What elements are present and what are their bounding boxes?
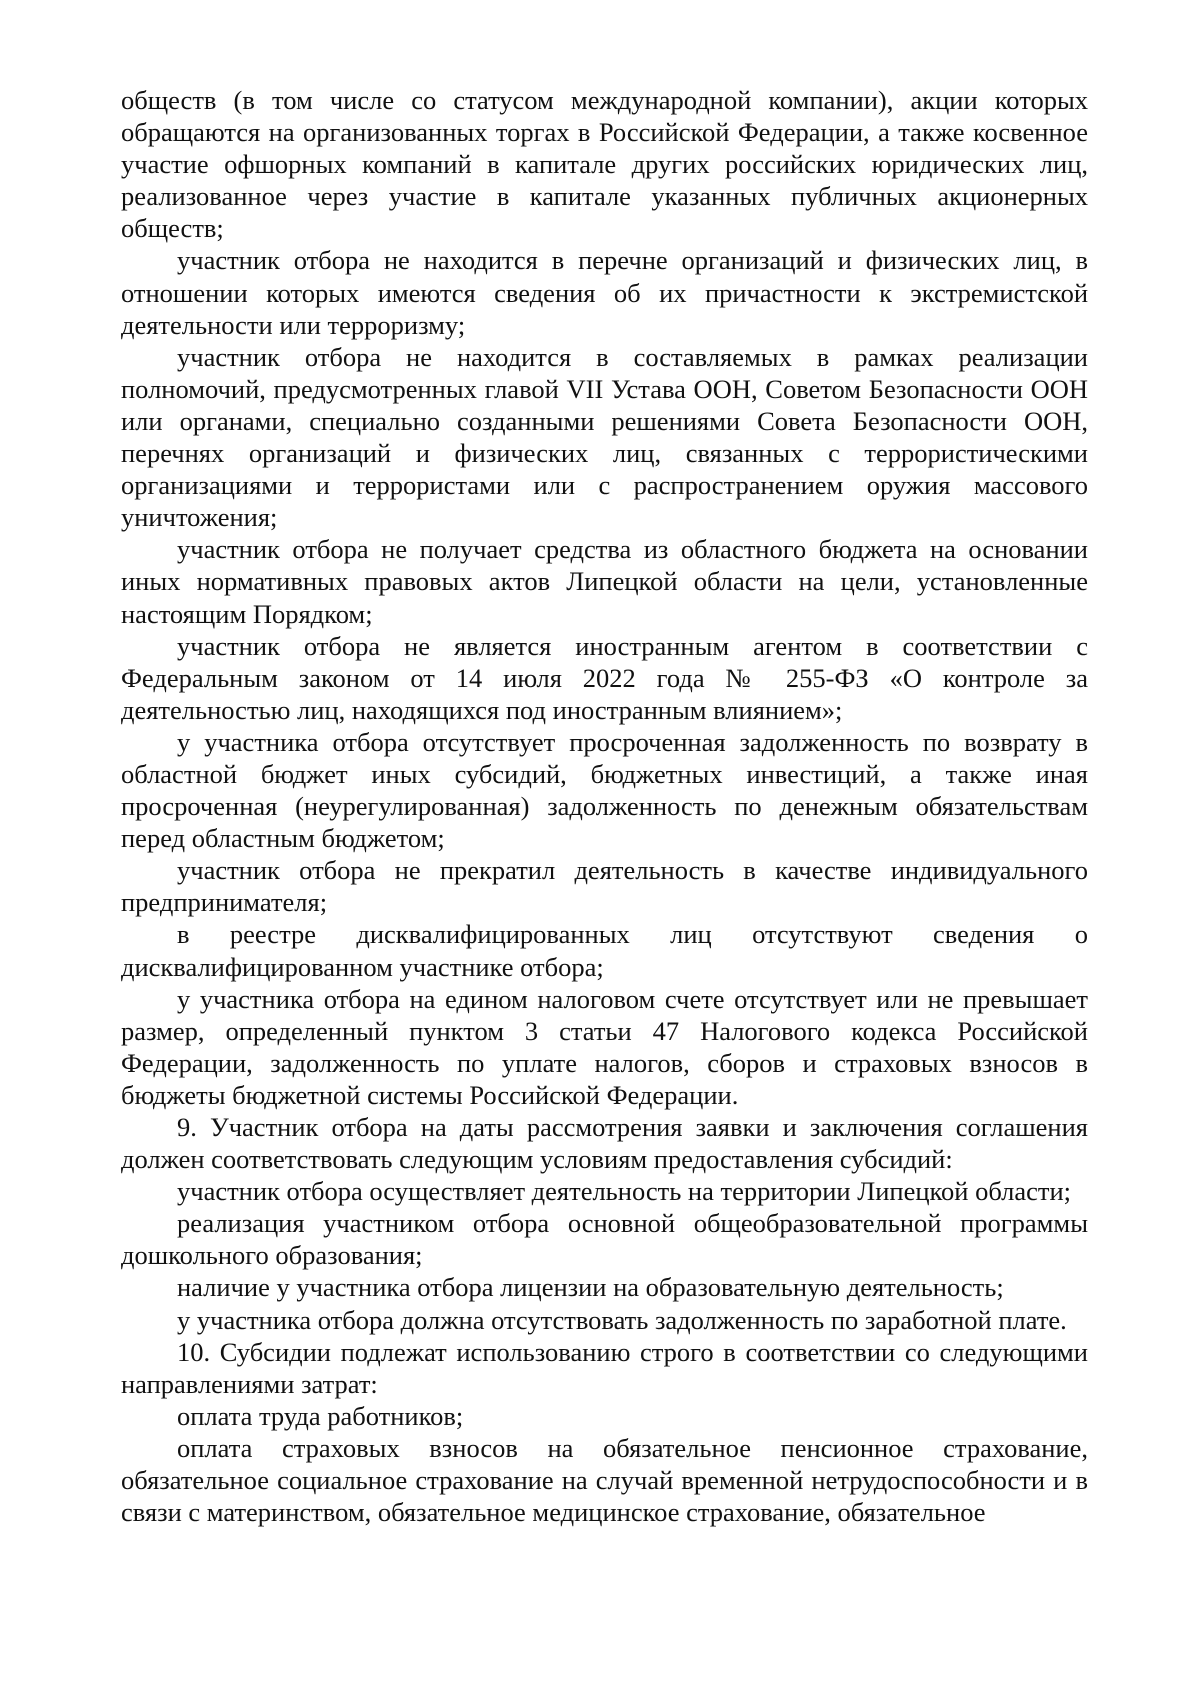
paragraph-item-9: 9. Участник отбора на даты рассмотрения заявки и заключения соглашения должен соответствовать следующим условиям предоставления субсидий:	[121, 1112, 1088, 1175]
paragraph-territory: участник отбора осуществляет деятельность на территории Липецкой области;	[177, 1176, 1072, 1207]
paragraph-offshore-continuation: обществ (в том числе со статусом международной компании), акции которых обращаются на организованных торгах в Российской Федерации, а также косвенное участие офшорных компаний в капитале других российских юридических лиц, реализованное через участие в капитале указанных публичных акционерных обществ;	[121, 85, 1088, 244]
paragraph-tax-account: у участника отбора на едином налоговом счете отсутствует или не превышает размер, определенный пунктом 3 статьи 47 Налогового кодекса Российской Федерации, задолженность по уплате налогов, сборов и страховых взносов в бюджеты бюджетной системы Российской Федерации.	[121, 983, 1088, 1110]
document-body	[121, 84, 1088, 1528]
paragraph-wages: оплата труда работников;	[177, 1400, 464, 1431]
paragraph-un-sanctions-list: участник отбора не находится в составляемых в рамках реализации полномочий, предусмотренных главой VII Устава ООН, Советом Безопасности ООН или органами, специально созданными решениями Совета Безопасности ООН, перечнях организаций и физических лиц, связанных с террористическими организациями и террористами или с распространением оружия массового уничтожения;	[121, 341, 1088, 533]
paragraph-preschool-program: реализация участником отбора основной общеобразовательной программы дошкольного образования;	[121, 1208, 1088, 1271]
paragraph-license: наличие у участника отбора лицензии на образовательную деятельность;	[177, 1272, 1004, 1303]
paragraph-extremism-list: участник отбора не находится в перечне организаций и физических лиц, в отношении которых имеются сведения об их причастности к экстремистской деятельности или терроризму;	[121, 245, 1088, 340]
paragraph-disqualified-registry: в реестре дисквалифицированных лиц отсутствуют сведения о дисквалифицированном участнике отбора;	[121, 919, 1088, 982]
paragraph-item-10: 10. Субсидии подлежат использованию строго в соответствии со следующими направлениями затрат:	[121, 1336, 1088, 1399]
paragraph-insurance-contributions: оплата страховых взносов на обязательное пенсионное страхование, обязательное социальное страхование на случай временной нетрудоспособности и в связи с материнством, обязательное медицинское страхование, обязательное	[121, 1432, 1088, 1528]
paragraph-wage-arrears: у участника отбора должна отсутствовать задолженность по заработной плате.	[177, 1304, 1067, 1335]
paragraph-no-other-budget-funds: участник отбора не получает средства из областного бюджета на основании иных нормативных правовых актов Липецкой области на цели, установленные настоящим Порядком;	[121, 534, 1088, 629]
paragraph-overdue-debt: у участника отбора отсутствует просроченная задолженность по возврату в областной бюджет иных субсидий, бюджетных инвестиций, а также иная просроченная (неурегулированная) задолженность по денежным обязательствам перед областным бюджетом;	[121, 726, 1088, 854]
paragraph-entrepreneur-activity: участник отбора не прекратил деятельность в качестве индивидуального предпринимателя;	[121, 855, 1088, 918]
paragraph-foreign-agent: участник отбора не является иностранным агентом в соответствии с Федеральным законом от 14 июля 2022 года № 255-ФЗ «О контроле за деятельностью лиц, находящихся под иностранным влиянием»;	[121, 630, 1088, 725]
